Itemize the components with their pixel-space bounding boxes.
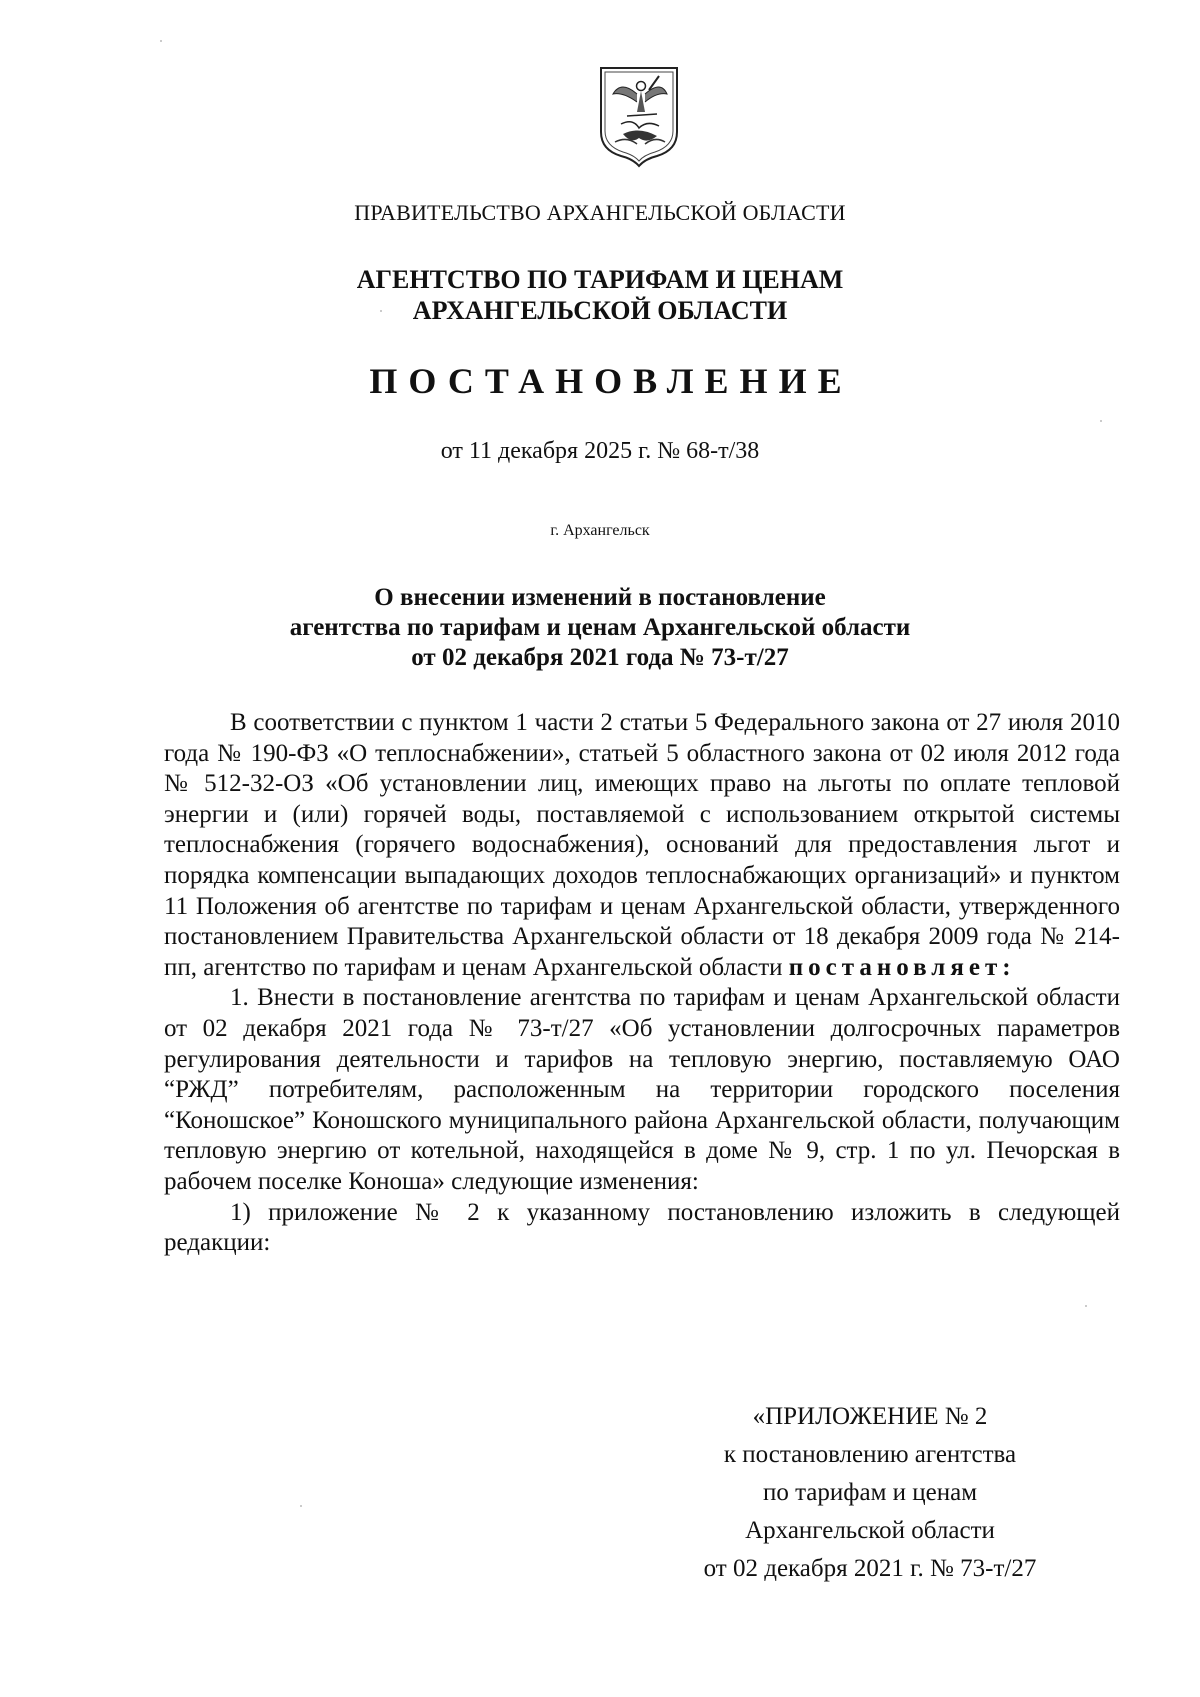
document-title — [0, 583, 1200, 673]
title-line-1: О внесении изменений в постановление — [374, 584, 826, 611]
appendix-line-1: «ПРИЛОЖЕНИЕ № 2 — [752, 1403, 988, 1430]
coat-of-arms-emblem — [597, 64, 681, 168]
agency-name-line-1: АГЕНТСТВО ПО ТАРИФАМ И ЦЕНАМ — [356, 265, 844, 294]
scan-speck — [1100, 420, 1102, 422]
title-line-2: агентства по тарифам и ценам Архангельской области — [289, 614, 911, 641]
appendix-line-5: от 02 декабря 2021 г. № 73-т/27 — [703, 1555, 1037, 1582]
document-type-heading: ПОСТАНОВЛЕНИЕ — [369, 361, 853, 401]
appendix-heading — [660, 1398, 1080, 1588]
scan-speck — [1085, 1305, 1087, 1307]
document-date-number: от 11 декабря 2025 г. № 68-т/38 — [440, 438, 760, 464]
resolves-word: постановляет: — [788, 953, 1016, 981]
item-1-paragraph: 1. Внести в постановление агентства по тарифам и ценам Архангельской области от 02 декабря 2021 года № 73-т/27 «Об установлении долгосрочных параметров регулирования деятельности и тарифов на тепловую энергию, поставляемую ОАО “РЖД” потребителям, расположенным на территории городского поселения “Коношское” Коношского муниципального района Архангельской области, получающим тепловую энергию от котельной, находящейся в доме № 9, стр. 1 по ул. Печорская в рабочем поселке Коноша» следующие изменения: — [164, 984, 1120, 1195]
agency-name — [0, 264, 1200, 326]
appendix-line-3: по тарифам и ценам — [762, 1479, 978, 1506]
document-body — [164, 708, 1120, 1259]
document-city: г. Архангельск — [550, 522, 650, 539]
scan-speck — [160, 40, 162, 42]
preamble-text: В соответствии с пунктом 1 части 2 статьи 5 Федерального закона от 27 июля 2010 года № 190-ФЗ «О теплоснабжении», статьей 5 областного закона от 02 июля 2012 года № 512-32-ОЗ «Об установлении лиц, имеющих право на льготы по оплате тепловой энергии и (или) горячей воды, поставляемой с использованием открытой системы теплоснабжения (горячего водоснабжения), оснований для предоставления льгот и порядка компенсации выпадающих доходов теплоснабжающих организаций» и пунктом 11 Положения об агентстве по тарифам и ценам Архангельской области, утвержденного постановлением Правительства Архангельской области от 18 декабря 2009 года № 214-пп, агентство по тарифам и ценам Архангельской области — [164, 709, 1120, 981]
scan-speck — [380, 310, 382, 312]
scan-speck — [300, 1505, 302, 1507]
appendix-line-2: к постановлению агентства — [723, 1441, 1017, 1468]
agency-name-line-2: АРХАНГЕЛЬСКОЙ ОБЛАСТИ — [412, 296, 788, 325]
item-1-1-paragraph: 1) приложение № 2 к указанному постановлению изложить в следующей редакции: — [164, 1198, 1120, 1257]
government-name: ПРАВИТЕЛЬСТВО АРХАНГЕЛЬСКОЙ ОБЛАСТИ — [354, 200, 846, 225]
title-line-3: от 02 декабря 2021 года № 73-т/27 — [411, 644, 789, 671]
appendix-line-4: Архангельской области — [745, 1517, 995, 1544]
preamble-paragraph — [164, 708, 1120, 983]
